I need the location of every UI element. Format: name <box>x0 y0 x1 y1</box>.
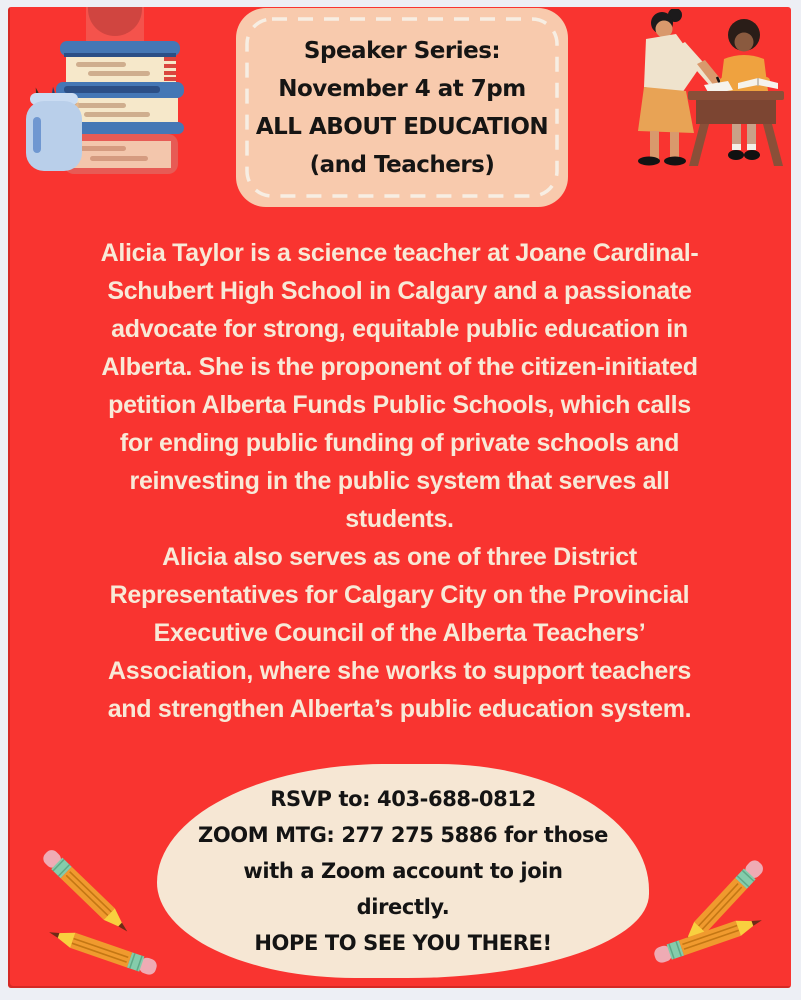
body-paragraph <box>8 234 791 728</box>
body-line: Schubert High School in Calgary and a passionate <box>107 277 692 305</box>
body-line: Alicia Taylor is a science teacher at Joane Cardinal- <box>100 239 699 267</box>
footer-line: with a Zoom account to join <box>243 859 563 883</box>
body-line: Representatives for Calgary City on the Provincial <box>109 581 690 609</box>
footer-line-rsvp: RSVP to: 403-688-0812 <box>270 787 536 811</box>
pencil-jar <box>26 93 82 171</box>
footer-line: directly. <box>356 895 450 919</box>
header-line: Speaker Series: <box>303 37 501 64</box>
body-line: petition Alberta Funds Public Schools, which calls <box>108 391 691 419</box>
header-line: November 4 at 7pm <box>278 75 526 102</box>
header-line: ALL ABOUT EDUCATION <box>255 113 549 140</box>
flyer-background <box>8 7 791 988</box>
crossed-pencils-left-illustration <box>24 835 174 985</box>
body-line: students. <box>345 505 454 533</box>
body-line: Association, where she works to support teachers <box>108 657 691 685</box>
body-line: advocate for strong, equitable public education in <box>111 315 688 343</box>
book-top <box>60 41 180 82</box>
footer-box <box>157 764 649 978</box>
header-text <box>236 8 568 207</box>
crossed-pencils-right-illustration <box>630 835 780 985</box>
body-line: Alicia also serves as one of three District <box>162 543 637 571</box>
body-line: Executive Council of the Alberta Teachers’ <box>153 619 646 647</box>
body-line: reinvesting in the public system that serves all <box>129 467 670 495</box>
header-line: (and Teachers) <box>309 151 495 178</box>
body-line: and strengthen Alberta’s public education system. <box>107 695 692 723</box>
footer-line-zoom: ZOOM MTG: 277 275 5886 for those <box>198 823 608 847</box>
header-box <box>236 8 568 207</box>
teacher-helping-student-illustration <box>596 9 788 171</box>
footer-line-hope: HOPE TO SEE YOU THERE! <box>254 931 552 955</box>
body-line: for ending public funding of private schools and <box>119 429 680 457</box>
body-line: Alberta. She is the proponent of the citizen-initiated <box>101 353 698 381</box>
books-and-pencil-jar-illustration <box>14 7 214 179</box>
